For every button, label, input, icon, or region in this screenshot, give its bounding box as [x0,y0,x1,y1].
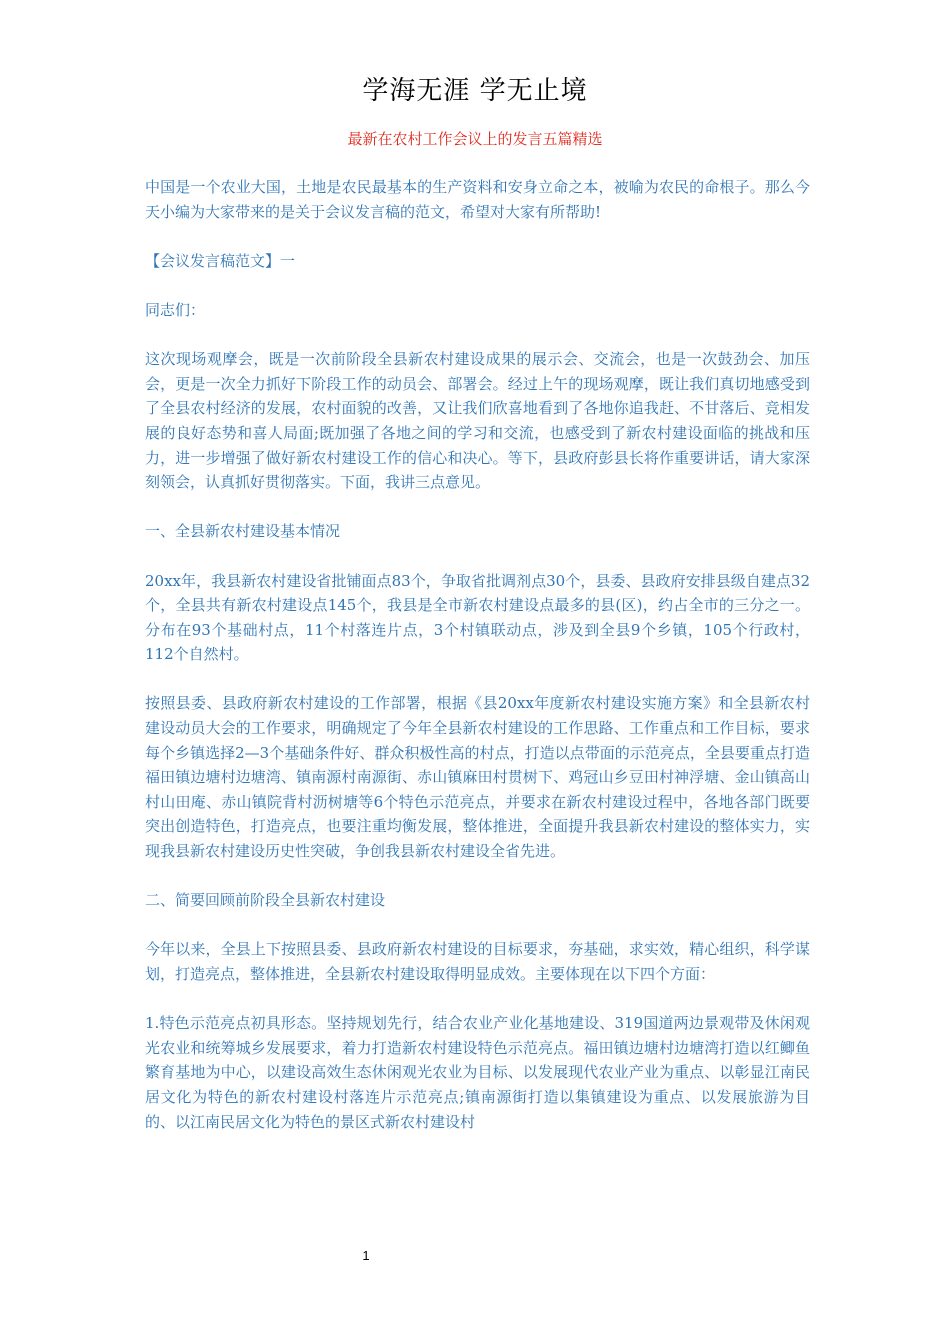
section-heading-review: 二、简要回顾前阶段全县新农村建设 [145,891,386,910]
document-title: 最新在农村工作会议上的发言五篇精选 [347,130,603,148]
page-number: 1 [362,1248,370,1263]
section-heading-basic-situation: 一、全县新农村建设基本情况 [145,522,341,541]
body-paragraph: 今年以来，全县上下按照县委、县政府新农村建设的目标要求，夯基础，求实效，精心组织，科学谋划，打造亮点，整体推进，全县新农村建设取得明显成效。主要体现在以下四个方面： [145,940,810,983]
body-paragraph: 20xx年，我县新农村建设省批铺面点83个，争取省批调剂点30个，县委、县政府安排县级自建点32个，全县共有新农村建设点145个，我县是全市新农村建设点最多的县(区)，约占全市的三分之一。分布在93个基础村点，11个村落连片点，3个村镇联动点，涉及到全县9个乡镇，105个行政村，112个自然村。 [145,571,810,664]
section-heading-sample-one: 【会议发言稿范文】一 [145,251,296,270]
intro-paragraph: 中国是一个农业大国，土地是农民最基本的生产资料和安身立命之本，被喻为农民的命根子。那么今天小编为大家带来的是关于会议发言稿的范文，希望对大家有所帮助! [145,178,810,221]
body-paragraph: 这次现场观摩会，既是一次前阶段全县新农村建设成果的展示会、交流会，也是一次鼓劲会、加压会，更是一次全力抓好下阶段工作的动员会、部署会。经过上午的现场观摩，既让我们真切地感受到了全县农村经济的发展，农村面貌的改善，又让我们欣喜地看到了各地你追我赶、不甘落后、竞相发展的良好态势和喜人局面;既加强了各地之间的学习和交流，也感受到了新农村建设面临的挑战和压力，进一步增强了做好新农村建设工作的信心和决心。等下，县政府彭县长将作重要讲话，请大家深刻领会，认真抓好贯彻落实。下面，我讲三点意见。 [145,350,810,492]
header-motto: 学海无涯 学无止境 [362,76,588,106]
body-paragraph: 1.特色示范亮点初具形态。坚持规划先行，结合农业产业化基地建设、319国道两边景观带及休闲观光农业和统筹城乡发展要求，着力打造新农村建设特色示范亮点。福田镇边塘村边塘湾打造以红鲫鱼繁育基地为中心，以建设高效生态休闲观光农业为目标、以发展现代农业产业为重点、以彰显江南民居文化为特色的新农村建设村落连片示范亮点;镇南源街打造以集镇建设为重点、以发展旅游为目的、以江南民居文化为特色的景区式新农村建设村 [145,1014,810,1131]
document-body [145,175,810,1159]
body-paragraph: 按照县委、县政府新农村建设的工作部署，根据《县20xx年度新农村建设实施方案》和全县新农村建设动员大会的工作要求，明确规定了今年全县新农村建设的工作思路、工作重点和工作目标，要求每个乡镇选择2—3个基础条件好、群众积极性高的村点，打造以点带面的示范亮点，全县要重点打造福田镇边塘村边塘湾、镇南源村南源街、赤山镇麻田村贯树下、鸡冠山乡豆田村神浮塘、金山镇高山村山田庵、赤山镇院背村沥树塘等6个特色示范亮点，并要求在新农村建设过程中，各地各部门既要突出创造特色，打造亮点，也要注重均衡发展，整体推进，全面提升我县新农村建设的整体实力，实现我县新农村建设历史性突破，争创我县新农村建设全省先进。 [145,694,810,861]
salutation: 同志们： [145,300,206,319]
